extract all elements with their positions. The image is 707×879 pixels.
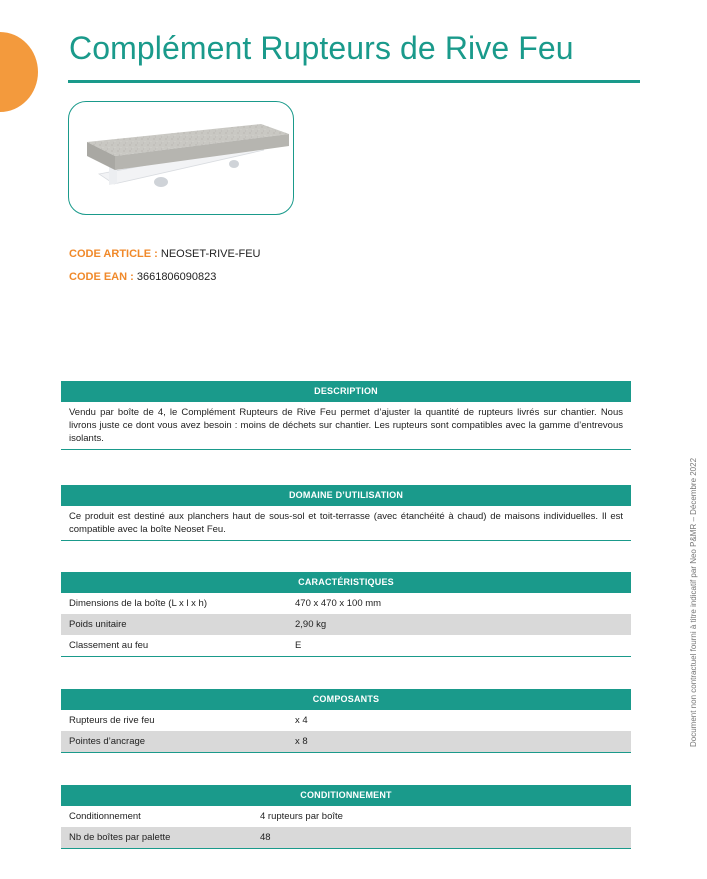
domaine-section (61, 485, 631, 541)
row-value: 2,90 kg (295, 619, 327, 630)
description-text: Vendu par boîte de 4, le Complément Rupteurs de Rive Feu permet d’ajuster la quantité de rupteurs livrés sur chantier. Nous livrons juste ce dont vous avez besoin : moins de déchets sur chantier. Les rupteurs sont compatibles avec la gamme d’entrevous isolants. (61, 402, 631, 450)
caracteristiques-table (61, 593, 631, 657)
orange-decor-circle (0, 32, 38, 112)
row-label: Rupteurs de rive feu (69, 715, 155, 726)
code-article-line (69, 248, 261, 260)
page-title: Complément Rupteurs de Rive Feu (69, 30, 574, 66)
domaine-heading: DOMAINE D’UTILISATION (61, 485, 631, 506)
composants-section (61, 689, 631, 753)
caracteristiques-section (61, 572, 631, 657)
row-label: Conditionnement (69, 811, 141, 822)
table-row (61, 806, 631, 827)
disclaimer-vertical-text: Document non contractuel fourni à titre indicatif par Neo P&MR – Décembre 2022 (689, 457, 698, 747)
table-row (61, 635, 631, 656)
code-ean-line (69, 271, 216, 283)
title-rule (68, 80, 640, 83)
row-value: x 8 (295, 736, 308, 747)
domaine-text: Ce produit est destiné aux planchers haut de sous-sol et toit-terrasse (avec étanchéité à chaud) de maisons individuelles. Il est compatible avec la boîte Neoset Feu. (61, 506, 631, 541)
row-value: 4 rupteurs par boîte (260, 811, 343, 822)
row-label: Classement au feu (69, 640, 149, 651)
product-image-frame (68, 101, 294, 215)
table-row (61, 710, 631, 731)
conditionnement-section (61, 785, 631, 849)
composants-heading: COMPOSANTS (61, 689, 631, 710)
row-value: 48 (260, 832, 271, 843)
code-ean-value: 3661806090823 (136, 271, 217, 283)
product-illustration (69, 102, 294, 215)
conditionnement-heading: CONDITIONNEMENT (61, 785, 631, 806)
conditionnement-table (61, 806, 631, 849)
caracteristiques-heading: CARACTÉRISTIQUES (61, 572, 631, 593)
row-label: Poids unitaire (69, 619, 127, 630)
table-row (61, 614, 631, 635)
row-label: Dimensions de la boîte (L x l x h) (69, 598, 207, 609)
code-article-value: NEOSET-RIVE-FEU (160, 248, 261, 260)
description-section (61, 381, 631, 450)
description-heading: DESCRIPTION (61, 381, 631, 402)
table-row (61, 827, 631, 848)
table-row (61, 731, 631, 752)
row-value: x 4 (295, 715, 308, 726)
table-row (61, 593, 631, 614)
code-article-label: CODE ARTICLE : (69, 248, 158, 260)
row-value: 470 x 470 x 100 mm (295, 598, 382, 609)
code-ean-label: CODE EAN : (69, 271, 134, 283)
row-label: Nb de boîtes par palette (69, 832, 171, 843)
composants-table (61, 710, 631, 753)
row-label: Pointes d’ancrage (69, 736, 146, 747)
row-value: E (295, 640, 302, 651)
